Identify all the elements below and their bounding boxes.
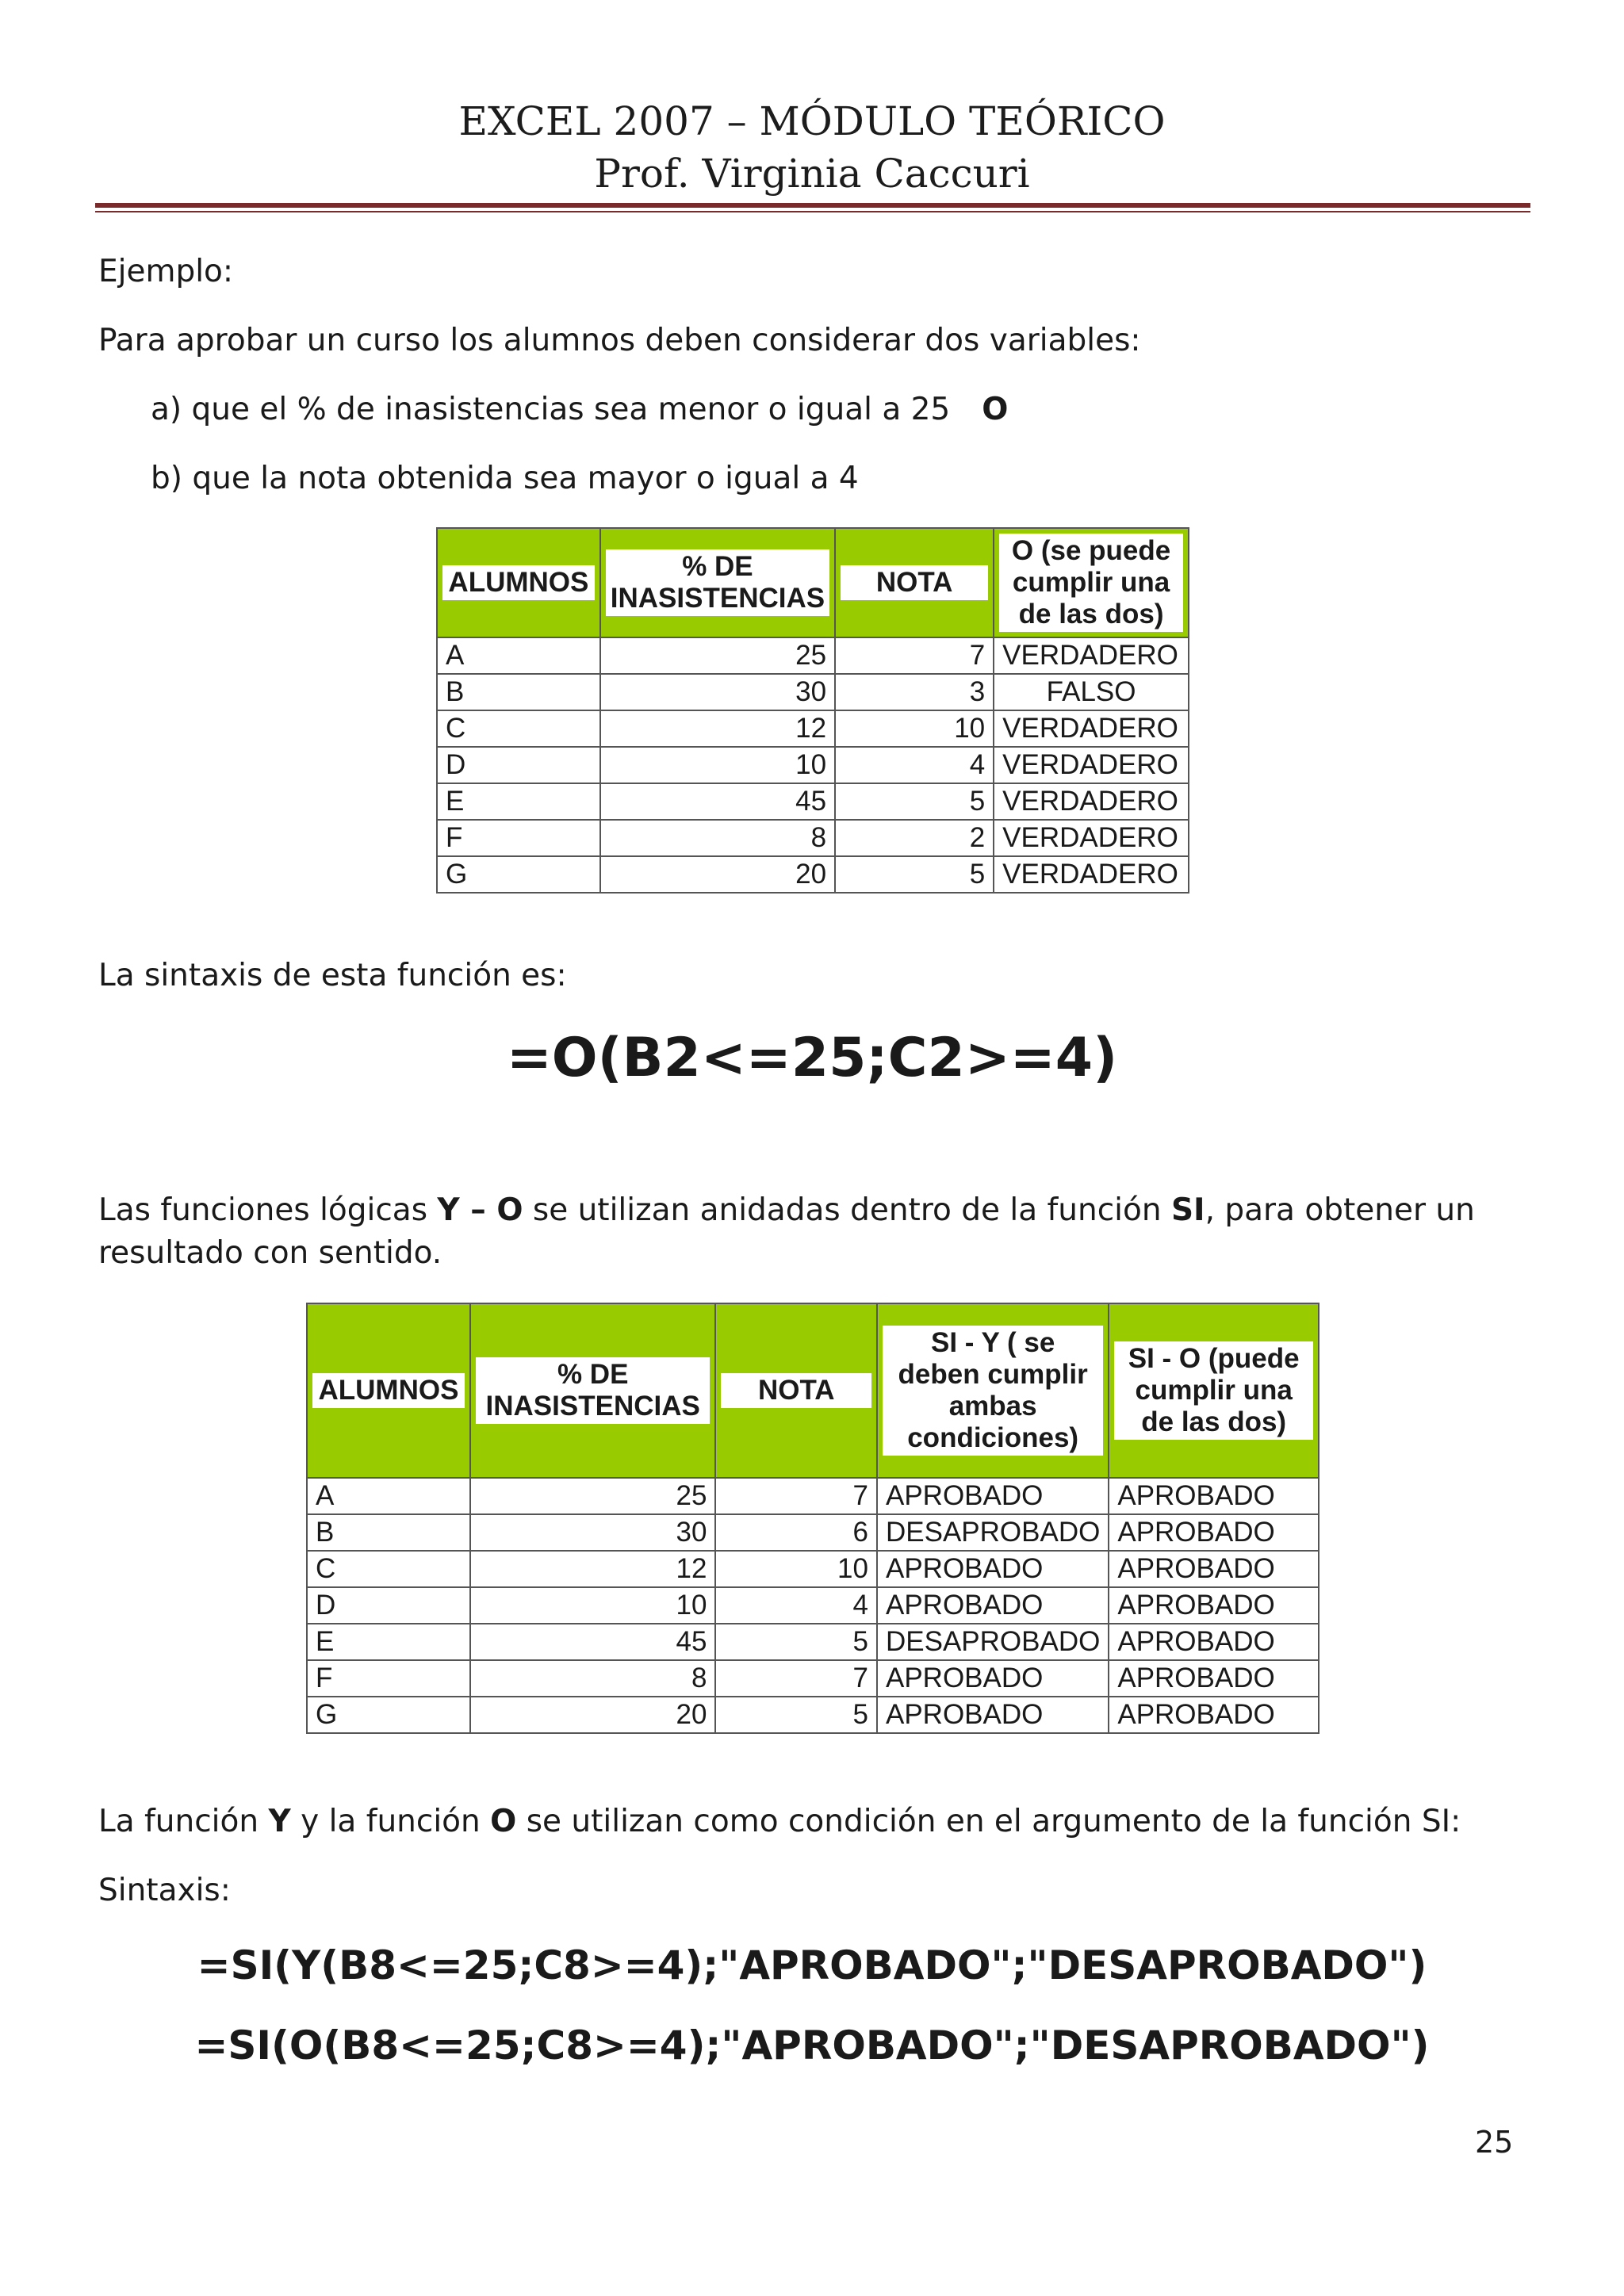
- table-row: [437, 674, 1189, 710]
- table-cell: VERDADERO: [994, 637, 1189, 674]
- table-cell: A: [307, 1478, 470, 1514]
- table-row: [307, 1551, 1319, 1587]
- table-cell: 7: [715, 1660, 877, 1697]
- page-header: [0, 95, 1624, 200]
- table-cell: APROBADO: [1109, 1514, 1319, 1551]
- header-title: EXCEL 2007 – MÓDULO TEÓRICO: [458, 98, 1166, 144]
- table-cell: 45: [600, 783, 835, 820]
- table-cell: VERDADERO: [994, 783, 1189, 820]
- table-cell: APROBADO: [1109, 1478, 1319, 1514]
- table-cell: F: [307, 1660, 470, 1697]
- header-cell: NOTA: [715, 1303, 877, 1478]
- table-row: [437, 637, 1189, 674]
- table-cell: APROBADO: [877, 1660, 1109, 1697]
- table-cell: VERDADERO: [994, 856, 1189, 893]
- table-cell: D: [437, 747, 600, 783]
- table-cell: APROBADO: [877, 1697, 1109, 1733]
- table-cell: B: [437, 674, 600, 710]
- table-row: [437, 783, 1189, 820]
- table-cell: G: [307, 1697, 470, 1733]
- table-cell: APROBADO: [1109, 1624, 1319, 1660]
- table-cell: DESAPROBADO: [877, 1514, 1109, 1551]
- header-cell: % DE INASISTENCIAS: [470, 1303, 716, 1478]
- table-cell: 30: [470, 1514, 716, 1551]
- variables-text: Para aprobar un curso los alumnos deben considerar dos variables:: [98, 323, 1141, 358]
- table-cell: 12: [470, 1551, 716, 1587]
- formula-o: =O(B2<=25;C2>=4): [506, 1027, 1118, 1089]
- item-a-text: a) que el % de inasistencias sea menor o igual a 25: [151, 392, 951, 427]
- table-cell: 25: [470, 1478, 716, 1514]
- table-si-function: [306, 1303, 1320, 1734]
- table-cell: APROBADO: [1109, 1660, 1319, 1697]
- table-cell: APROBADO: [1109, 1697, 1319, 1733]
- header-cell: O (se puede cumplir una de las dos): [994, 528, 1189, 637]
- table-cell: 4: [715, 1587, 877, 1624]
- table-row: [437, 710, 1189, 747]
- table-row: [437, 856, 1189, 893]
- table-cell: 4: [835, 747, 994, 783]
- header-cell: ALUMNOS: [307, 1303, 470, 1478]
- table-cell: G: [437, 856, 600, 893]
- table-cell: 10: [835, 710, 994, 747]
- table-row: [437, 747, 1189, 783]
- header-cell: SI - Y ( se deben cumplir ambas condiciones): [877, 1303, 1109, 1478]
- item-a-operator: O: [982, 392, 1009, 427]
- table-row: [307, 1514, 1319, 1551]
- item-a: [151, 388, 1008, 431]
- table-cell: F: [437, 820, 600, 856]
- table-cell: 2: [835, 820, 994, 856]
- table-cell: 7: [715, 1478, 877, 1514]
- table-cell: APROBADO: [1109, 1587, 1319, 1624]
- table-cell: 3: [835, 674, 994, 710]
- table-cell: 10: [470, 1587, 716, 1624]
- item-b: b) que la nota obtenida sea mayor o igual a 4: [151, 461, 859, 496]
- table-o-function: [436, 527, 1189, 894]
- table-cell: 5: [835, 783, 994, 820]
- table-row: [307, 1697, 1319, 1733]
- header-cell: % DE INASISTENCIAS: [600, 528, 835, 637]
- table-cell: 5: [715, 1624, 877, 1660]
- nested-functions-text: Las funciones lógicas Y – O se utilizan anidadas dentro de la función SI, para obtener un resultado con sentido.: [98, 1192, 1475, 1271]
- page-number: 25: [1475, 2125, 1514, 2160]
- header-cell: SI - O (puede cumplir una de las dos): [1109, 1303, 1319, 1478]
- table-cell: B: [307, 1514, 470, 1551]
- header-author: Prof. Virginia Caccuri: [594, 151, 1030, 197]
- table-header-row: [437, 528, 1189, 637]
- formula-si-y: =SI(Y(B8<=25;C8>=4);"APROBADO";"DESAPROBADO"): [197, 1942, 1427, 1988]
- table-cell: APROBADO: [1109, 1551, 1319, 1587]
- condition-text: La función Y y la función O se utilizan como condición en el argumento de la función SI:: [98, 1804, 1461, 1839]
- table-cell: A: [437, 637, 600, 674]
- table-cell: 12: [600, 710, 835, 747]
- table-row: [437, 820, 1189, 856]
- table-cell: C: [307, 1551, 470, 1587]
- table-cell: 10: [600, 747, 835, 783]
- ejemplo-label: Ejemplo:: [98, 254, 234, 289]
- table-cell: 10: [715, 1551, 877, 1587]
- table-cell: E: [437, 783, 600, 820]
- table-cell: 5: [835, 856, 994, 893]
- table-cell: 20: [600, 856, 835, 893]
- table-cell: APROBADO: [877, 1587, 1109, 1624]
- header-cell: NOTA: [835, 528, 994, 637]
- table-cell: 30: [600, 674, 835, 710]
- table-cell: APROBADO: [877, 1478, 1109, 1514]
- table-cell: VERDADERO: [994, 747, 1189, 783]
- table-row: [307, 1624, 1319, 1660]
- sintaxis-label: Sintaxis:: [98, 1873, 231, 1908]
- table-row: [307, 1478, 1319, 1514]
- table-row: [307, 1660, 1319, 1697]
- table-cell: VERDADERO: [994, 710, 1189, 747]
- table-cell: C: [437, 710, 600, 747]
- header-cell: ALUMNOS: [437, 528, 600, 637]
- table-cell: 8: [470, 1660, 716, 1697]
- table-cell: 5: [715, 1697, 877, 1733]
- table-cell: 20: [470, 1697, 716, 1733]
- table-cell: 45: [470, 1624, 716, 1660]
- table-cell: 8: [600, 820, 835, 856]
- table-row: [307, 1587, 1319, 1624]
- table-cell: DESAPROBADO: [877, 1624, 1109, 1660]
- formula-si-o: =SI(O(B8<=25;C8>=4);"APROBADO";"DESAPROBADO"): [194, 2022, 1430, 2068]
- table-cell: 7: [835, 637, 994, 674]
- header-rule: [95, 203, 1530, 208]
- table-cell: VERDADERO: [994, 820, 1189, 856]
- table-cell: D: [307, 1587, 470, 1624]
- table-header-row: [307, 1303, 1319, 1478]
- header-rule-thin: [95, 211, 1530, 212]
- syntax-label: La sintaxis de esta función es:: [98, 958, 567, 993]
- table-cell: E: [307, 1624, 470, 1660]
- table-cell: 6: [715, 1514, 877, 1551]
- table-cell: 25: [600, 637, 835, 674]
- table-cell: FALSO: [994, 674, 1189, 710]
- table-cell: APROBADO: [877, 1551, 1109, 1587]
